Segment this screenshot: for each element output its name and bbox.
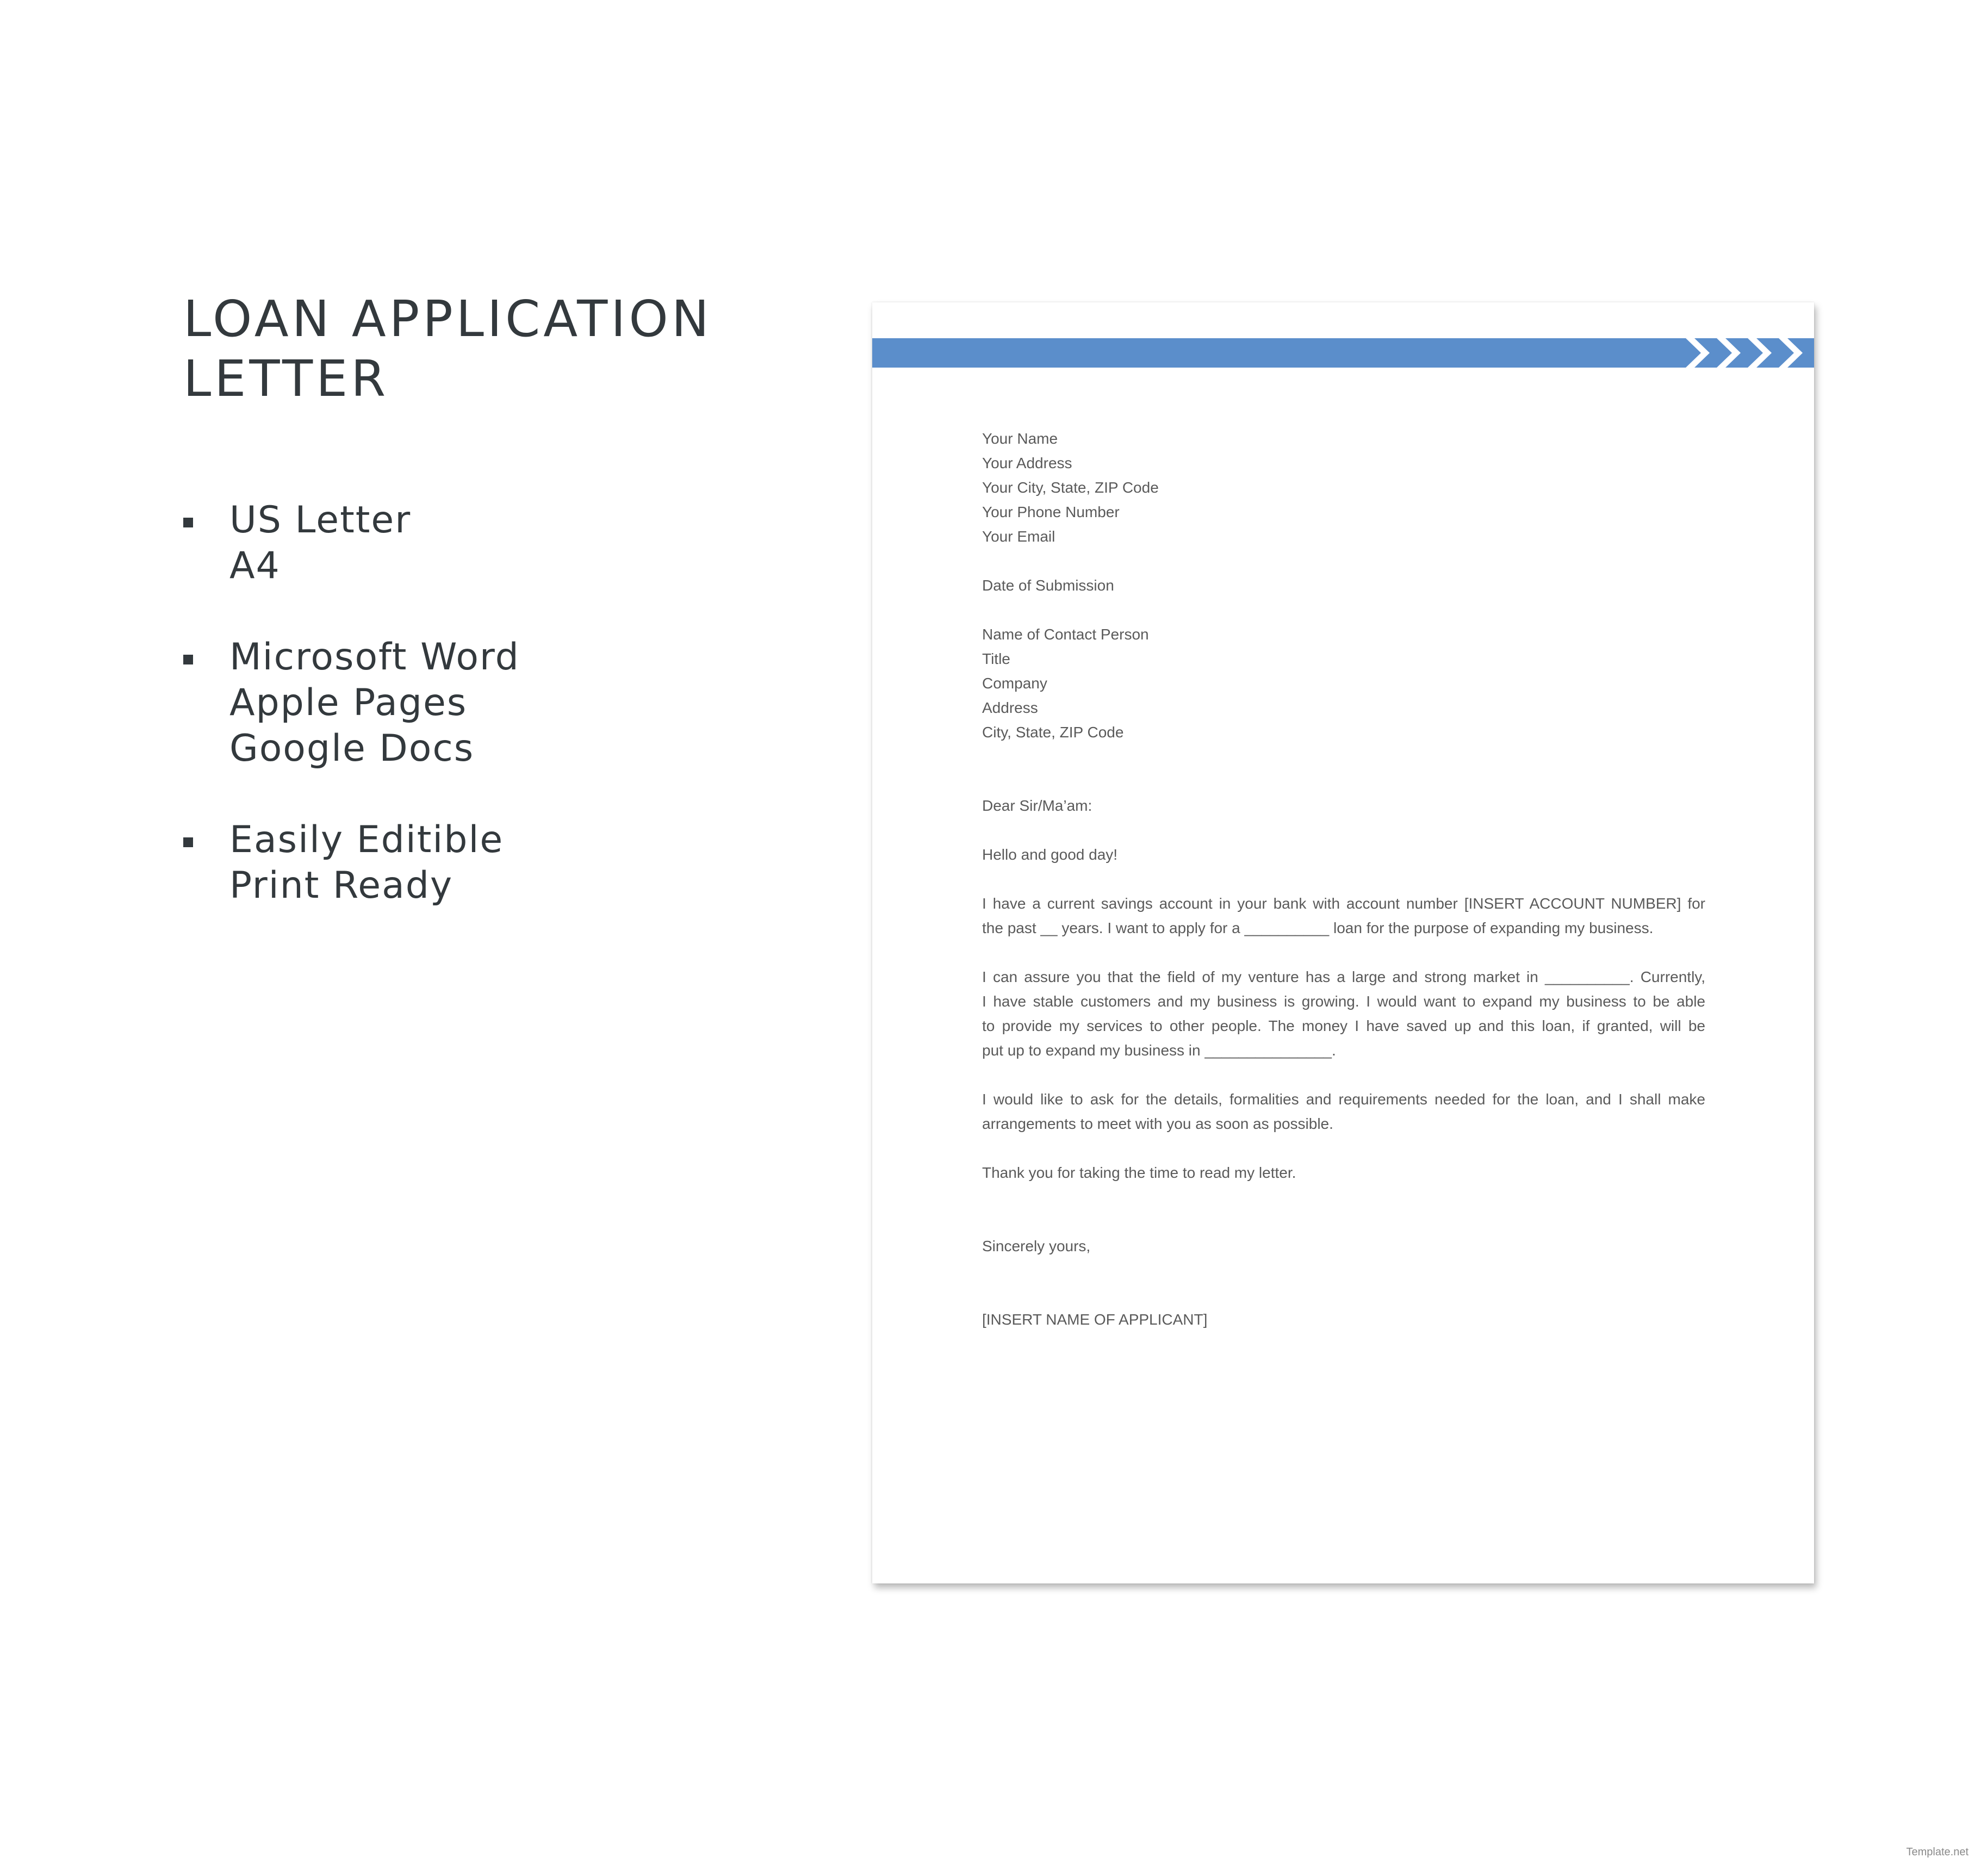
paragraph-2 bbox=[982, 965, 1705, 1063]
sender-block bbox=[982, 426, 1705, 549]
paragraph-line: put up to expand my business in _______________. bbox=[982, 1042, 1336, 1059]
feature-item: Apple Pages bbox=[229, 681, 468, 724]
recipient-line: Company bbox=[982, 675, 1047, 692]
page-title bbox=[183, 289, 712, 409]
feature-group-apps bbox=[183, 635, 520, 772]
recipient-block bbox=[982, 622, 1705, 744]
watermark-text: Template.net bbox=[1906, 1846, 1969, 1858]
bullet-icon bbox=[183, 655, 193, 664]
paragraph-line: to provide my services to other people. The money I have saved up and this loan, if granted, will be bbox=[982, 1017, 1705, 1034]
paragraph-line: the past __ years. I want to apply for a __________ loan for the purpose of expanding my business. bbox=[982, 920, 1654, 936]
recipient-line: City, State, ZIP Code bbox=[982, 724, 1124, 741]
feature-list bbox=[183, 498, 520, 954]
sender-line: Your City, State, ZIP Code bbox=[982, 479, 1159, 496]
sender-line: Your Address bbox=[982, 455, 1072, 471]
recipient-line: Address bbox=[982, 699, 1038, 716]
feature-group-qualities bbox=[183, 817, 520, 909]
signature: [INSERT NAME OF APPLICANT] bbox=[982, 1311, 1208, 1328]
banner-bar bbox=[872, 338, 1814, 368]
bullet-icon bbox=[183, 518, 193, 527]
bullet-icon bbox=[183, 837, 193, 847]
feature-item: A4 bbox=[229, 544, 281, 587]
letter-preview-page bbox=[872, 302, 1814, 1583]
thanks-line: Thank you for taking the time to read my letter. bbox=[982, 1164, 1296, 1181]
feature-item: US Letter bbox=[229, 499, 412, 542]
recipient-line: Name of Contact Person bbox=[982, 626, 1149, 643]
submission-date: Date of Submission bbox=[982, 577, 1114, 594]
paragraph-line: I would like to ask for the details, formalities and requirements needed for the loan, and I shall make bbox=[982, 1091, 1705, 1108]
paragraph-3 bbox=[982, 1087, 1705, 1136]
feature-item: Google Docs bbox=[229, 727, 475, 770]
banner-chevron-bar bbox=[872, 338, 1814, 368]
closing: Sincerely yours, bbox=[982, 1238, 1091, 1254]
sender-line: Your Name bbox=[982, 430, 1058, 447]
feature-group-formats bbox=[183, 498, 520, 589]
header-banner bbox=[872, 338, 1814, 368]
recipient-line: Title bbox=[982, 650, 1010, 667]
paragraph-line: I have stable customers and my business is growing. I would want to expand my business to be able bbox=[982, 993, 1705, 1010]
paragraph-line: I have a current savings account in your bank with account number [INSERT ACCOUNT NUMBER] for bbox=[982, 895, 1705, 912]
greeting: Hello and good day! bbox=[982, 846, 1118, 863]
sender-line: Your Phone Number bbox=[982, 504, 1120, 520]
feature-item: Print Ready bbox=[229, 864, 454, 907]
paragraph-line: arrangements to meet with you as soon as possible. bbox=[982, 1115, 1333, 1132]
feature-item: Easily Editible bbox=[229, 818, 504, 861]
letter-body bbox=[982, 426, 1705, 1332]
title-line-2: LETTER bbox=[183, 350, 389, 408]
salutation: Dear Sir/Ma’am: bbox=[982, 797, 1092, 814]
feature-item: Microsoft Word bbox=[229, 636, 520, 679]
sender-line: Your Email bbox=[982, 528, 1055, 545]
paragraph-1 bbox=[982, 891, 1705, 940]
paragraph-line: I can assure you that the field of my venture has a large and strong market in __________. Currently, bbox=[982, 968, 1705, 985]
title-line-1: LOAN APPLICATION bbox=[183, 290, 712, 348]
